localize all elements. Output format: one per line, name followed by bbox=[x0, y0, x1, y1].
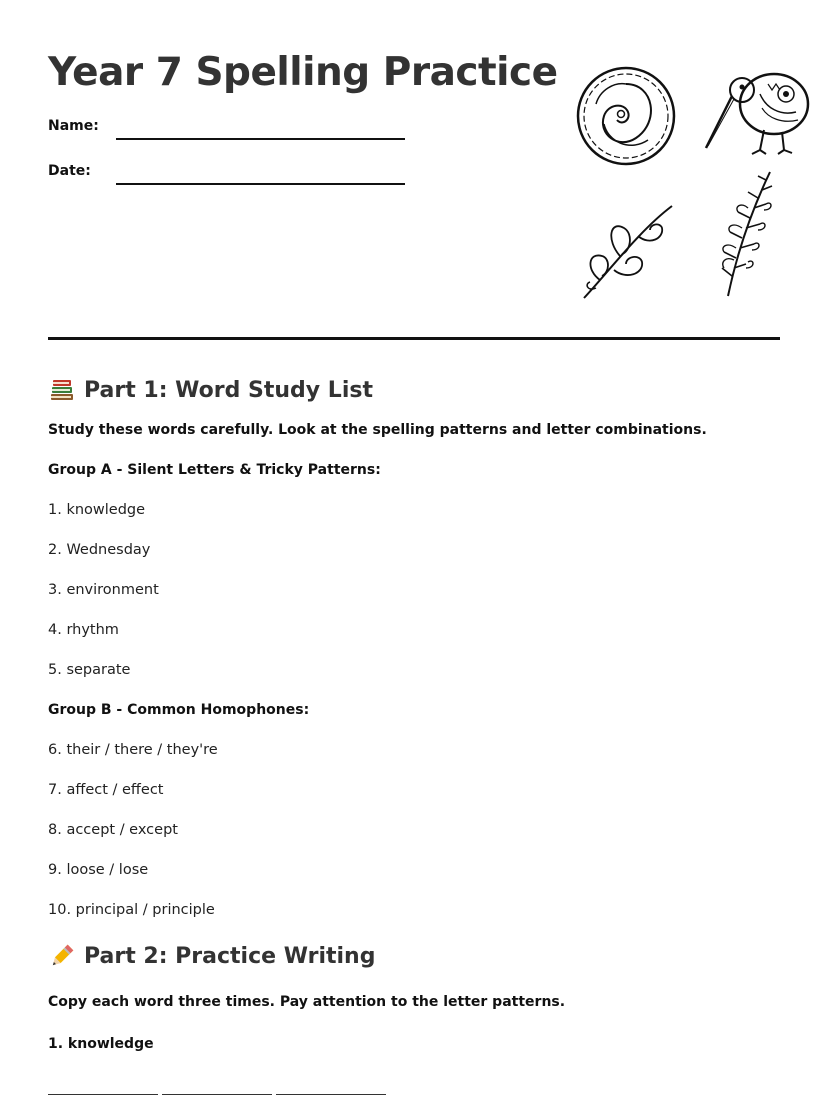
practice-blank[interactable] bbox=[276, 1094, 386, 1095]
practice-blank[interactable] bbox=[162, 1094, 272, 1095]
illustrations bbox=[568, 60, 828, 310]
group-a-label: Group A - Silent Letters & Tricky Patterns: bbox=[48, 462, 381, 478]
part1-instructions: Study these words carefully. Look at the spelling patterns and letter combinations. bbox=[48, 422, 707, 438]
worksheet-body bbox=[48, 370, 780, 1095]
page-title: Year 7 Spelling Practice bbox=[48, 50, 558, 95]
kiwi-bird-icon bbox=[702, 64, 814, 156]
list-item: 6. their / there / they're bbox=[48, 742, 218, 758]
list-item: 1. knowledge bbox=[48, 502, 146, 518]
list-item: 8. accept / except bbox=[48, 822, 178, 838]
practice-blanks bbox=[48, 1068, 780, 1095]
pencil-icon bbox=[48, 942, 76, 970]
name-input-line[interactable] bbox=[116, 138, 405, 140]
list-item: 7. affect / effect bbox=[48, 782, 164, 798]
group-b-label: Group B - Common Homophones: bbox=[48, 702, 310, 718]
worksheet-header bbox=[48, 0, 780, 340]
list-item: 3. environment bbox=[48, 582, 159, 598]
part2-heading bbox=[48, 936, 780, 976]
practice-blank[interactable] bbox=[48, 1094, 158, 1095]
list-item: 9. loose / lose bbox=[48, 862, 149, 878]
books-icon bbox=[48, 376, 76, 404]
header-divider bbox=[48, 337, 780, 340]
list-item: 10. principal / principle bbox=[48, 902, 215, 918]
date-label: Date: bbox=[48, 163, 91, 179]
part2-instructions: Copy each word three times. Pay attention to the letter patterns. bbox=[48, 994, 566, 1010]
list-item: 5. separate bbox=[48, 662, 131, 678]
fern-frond-icon bbox=[718, 168, 778, 300]
koru-spiral-icon bbox=[574, 64, 678, 168]
date-input-line[interactable] bbox=[116, 183, 405, 185]
fern-leaf-icon bbox=[580, 200, 676, 302]
part1-title: Part 1: Word Study List bbox=[84, 377, 373, 403]
list-item: 2. Wednesday bbox=[48, 542, 151, 558]
part2-title: Part 2: Practice Writing bbox=[84, 943, 376, 969]
name-label: Name: bbox=[48, 118, 99, 134]
part1-heading bbox=[48, 370, 780, 410]
list-item: 4. rhythm bbox=[48, 622, 119, 638]
practice-word: 1. knowledge bbox=[48, 1036, 154, 1052]
